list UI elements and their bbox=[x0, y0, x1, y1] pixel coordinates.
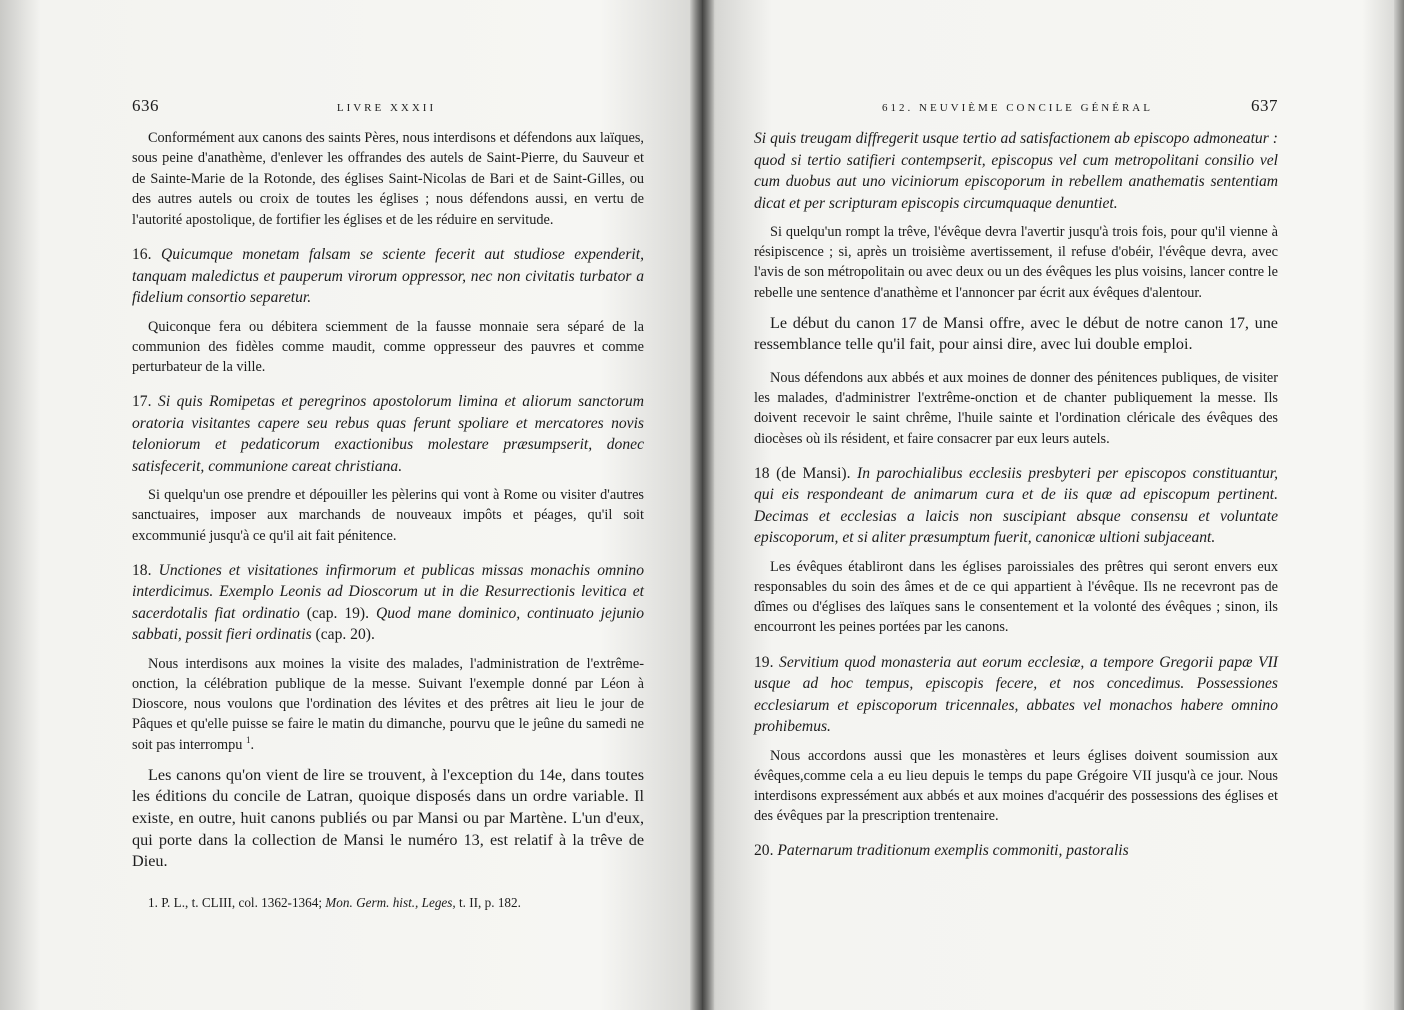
left-footnote: 1. P. L., t. CLIII, col. 1362-1364; Mon. Germ. hist., Leges, t. II, p. 182. bbox=[148, 894, 521, 910]
footnote-marker: 1 bbox=[245, 734, 251, 745]
canon-19-latin: 19. Servitium quod monasteria aut eorum ecclesiæ, a tempore Gregorii papæ VII usque ad hoc tempus, episcopis fecere, et nos concedimus. Possessiones ecclesiarum et episcoporum tricennales, abbates vel monachos habere omnino prohibemus. bbox=[754, 653, 1278, 736]
right-page-number: 637 bbox=[1251, 96, 1278, 115]
canon-17-translation: Si quelqu'un ose prendre et dépouiller les pèlerins qui vont à Rome ou visiter d'autres sanctuaires, imposer aux marchands de nouveaux impôts et péages, qu'il soit excommunié jusqu'à ce qu'il ait fait pénitence. bbox=[132, 487, 644, 544]
mansi-canon-18-latin: 18 (de Mansi). In parochialibus ecclesiis presbyteri per episcopos constituantur, qui eis respondeant de animarum cura et de iis quæ ad episcopum pertinent. Decimas et ecclesias a laicis non suscipiant absque consensu et voluntate episcoporum, et si aliter præsumptum fuerit, canonicæ ultioni subjaceant. bbox=[754, 464, 1278, 547]
canon-17-number: 17. bbox=[132, 393, 152, 411]
canon-20-number: 20. bbox=[754, 842, 774, 860]
left-running-title: LIVRE XXXII bbox=[336, 102, 437, 114]
left-commentary: Les canons qu'on vient de lire se trouvent, à l'exception du 14e, dans toutes les éditions du concile de Latran, quoique disposés dans un ordre variable. Il existe, en outre, huit canons publiés ou par Mansi ou par Martène. L'un d'eux, qui porte dans la collection de Mansi le numéro 13, est relatif à la trêve de Dieu. bbox=[132, 765, 644, 871]
left-intro-paragraph: Conformément aux canons des saints Pères, nous interdisons et défendons aux laïques, sous peine d'anathème, d'enlever les offrandes des autels de Saint-Pierre, du Sauveur et de Sainte-Marie de la Rotonde, des églises Saint-Nicolas de Bari et de Saint-Gilles, ou des autres autels ou croix de toutes les églises ; nous défendons aussi, en vertu de l'autorité apostolique, de fortifier les églises et de les réduire en servitude. bbox=[132, 130, 644, 228]
mansi-canon-18-number: 18 (de Mansi). bbox=[754, 464, 851, 482]
mansi-canon-18-translation: Les évêques établiront dans les églises paroissiales des prêtres qui seront envers eux responsables du soin des âmes et de ce qui appartient à l'évêque. Ils ne recevront pas de dîmes ou d'églises des laïques sans le consentement et la volonté des évêques ; sinon, ils encourront les peines portées par les canons. bbox=[754, 558, 1278, 636]
book-gutter bbox=[690, 0, 714, 1010]
truce-canon-translation: Si quelqu'un rompt la trêve, l'évêque devra l'avertir jusqu'à trois fois, pour qu'il vienne à résipiscence ; si, après un troisième avertissement, il refuse d'obéir, l'évêque devra, avec l'avis de son métropolitain ou avec deux ou un des évêques les plus voisins, lancer contre le rebelle une sentence d'anathème et l'annoncer par écrit aux évêques d'alentour. bbox=[754, 224, 1278, 301]
page-edge bbox=[1394, 0, 1404, 1010]
canon-18-latin: 18. Unctiones et visitationes infirmorum et publicas missas monachis omnino interdicimus. Exemplo Leonis ad Dioscorum ut in die Resurrectionis levitica et sacerdotalis fiat ordinatio (cap. 19). Quod mane dominico, continuato jejunio sabbati, possit fieri ordinatis (cap. 20). bbox=[132, 561, 644, 644]
canon-18-ref-20: (cap. 20). bbox=[315, 626, 375, 644]
right-running-title: 612. NEUVIÈME CONCILE GÉNÉRAL bbox=[882, 102, 1153, 114]
canon-16-translation: Quiconque fera ou débitera sciemment de la fausse monnaie sera séparé de la communion des fidèles comme maudit, comme oppresseur des pauvres et comme perturbateur de la ville. bbox=[132, 318, 644, 375]
left-page-number: 636 bbox=[132, 96, 159, 115]
monks-paragraph: Nous défendons aux abbés et aux moines de donner des pénitences publiques, de visiter les malades, d'administrer l'extrême-onction et de chanter publiquement la messe. Ils doivent recevoir le saint chrême, l'huile sainte et l'ordination cléricale des évêques des diocèses où ils résident, et faire consacrer par eux leurs autels. bbox=[754, 370, 1278, 447]
left-running-head bbox=[132, 96, 644, 118]
truce-canon-latin: Si quis treugam diffregerit usque tertio ad satisfactionem ab episcopo admoneatur : quod si tertio satifieri contempserit, episcopus vel cum metropolitani consilio vel cum duobus aut uno viciniorum episcoporum in rebellem anathematis sententiam dicat et per scripturam episcopis circumquaque denuntiet. bbox=[754, 130, 1278, 212]
canon-17-latin: 17. Si quis Romipetas et peregrinos apostolorum limina et aliorum sanctorum oratoria visitantes capere seu rebus quas ferunt spoliare et mercatores novis teloniorum et pedaticorum exactionibus molestare præsumpserit, donec satisfecerit, communione careat christiana. bbox=[132, 393, 644, 475]
right-commentary: Le début du canon 17 de Mansi offre, avec le début de notre canon 17, une ressemblance telle qu'il fait, pour ainsi dire, avec lui double emploi. bbox=[754, 313, 1278, 354]
canon-18-translation: Nous interdisons aux moines la visite des malades, l'administration de l'extrême-onction, la célébration publique de la messe. Suivant l'exemple donné par Léon à Dioscore, nous voulons que l'ordination des lévites et des prêtres ait lieu le jour de Pâques et qu'elle puisse se faire le matin du dimanche, pourvu que le jeûne du samedi ne soit pas interrompu $^1$. bbox=[132, 655, 644, 753]
canon-19-number: 19. bbox=[754, 653, 774, 671]
canon-20-latin: 20. Paternarum traditionum exemplis commoniti, pastoralis bbox=[754, 842, 1129, 860]
canon-16-number: 16. bbox=[132, 246, 152, 264]
canon-19-translation: Nous accordons aussi que les monastères et leurs églises doivent soumission aux évêques,comme cela a eu lieu depuis le temps du pape Grégoire VII jusqu'à ce jour. Nous interdisons expressément aux abbés et aux moines d'acquérir des possessions des églises et des évêques par la prescription trentenaire. bbox=[754, 747, 1278, 825]
right-running-head bbox=[754, 96, 1278, 118]
canon-16-latin: 16. Quicumque monetam falsam se sciente fecerit aut studiose expenderit, tanquam maledictus et pauperum virorum oppressor, nec non civitatis turbator a fidelium consortio separetur. bbox=[132, 246, 644, 307]
canon-18-number: 18. bbox=[132, 561, 152, 579]
canon-18-ref-19: (cap. 19). bbox=[306, 604, 370, 622]
right-page bbox=[702, 0, 1404, 1010]
